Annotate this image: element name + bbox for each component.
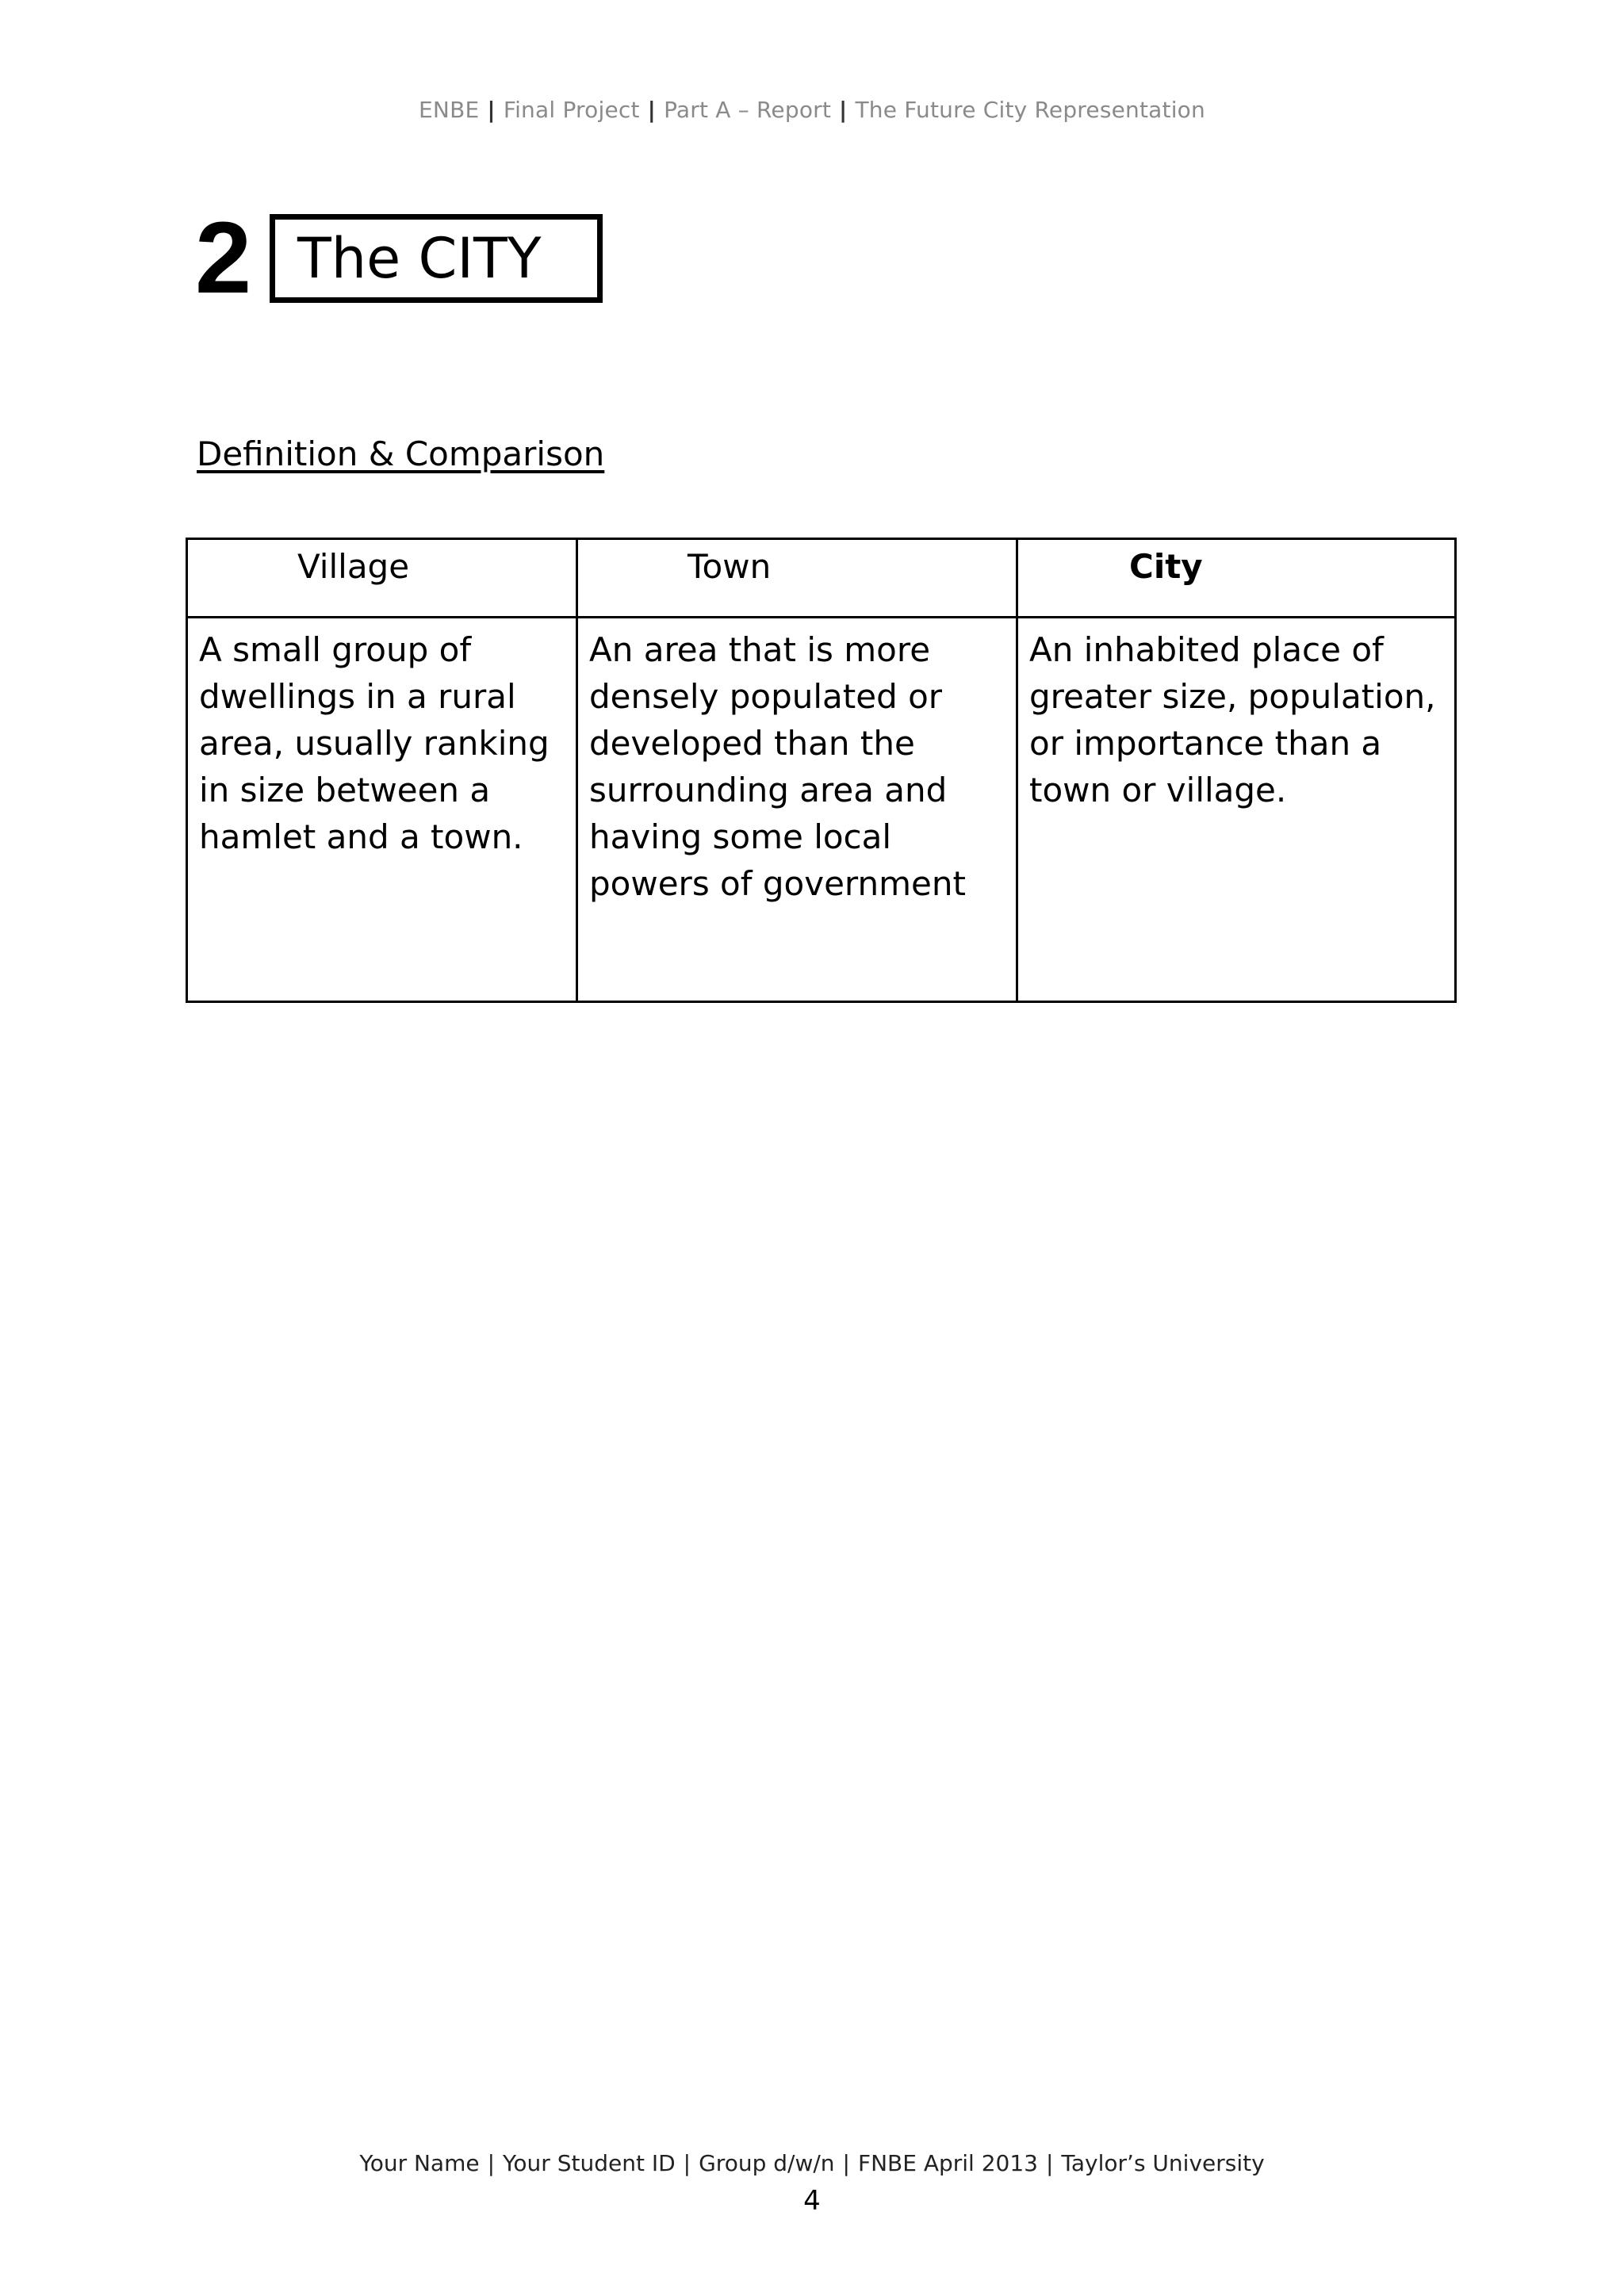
header-separator: | (487, 97, 496, 123)
header-course: ENBE (419, 97, 480, 123)
page-number: 4 (803, 2185, 821, 2217)
table-row (187, 618, 1456, 1002)
subheading: Definition & Comparison (197, 434, 605, 473)
footer-university: Taylor’s University (1061, 2150, 1265, 2176)
table-header-row (187, 539, 1456, 618)
comparison-table (186, 538, 1457, 1003)
town-definition: An area that is more densely populated or developed than the surrounding area and having some local powers of government (577, 618, 1017, 1002)
header-separator: | (839, 97, 848, 123)
section-number: 2 (195, 201, 252, 315)
footer-group: Group d/w/n (699, 2150, 835, 2176)
footer-intake: FNBE April 2013 (857, 2150, 1038, 2176)
footer-separator: | (487, 2150, 496, 2176)
running-footer (0, 2150, 1624, 2176)
header-topic: The Future City Representation (855, 97, 1205, 123)
footer-student-id: Your Student ID (503, 2150, 676, 2176)
header-cell-village: Village (187, 539, 577, 618)
footer-separator: | (1045, 2150, 1054, 2176)
section-title-box (270, 214, 603, 303)
footer-name: Your Name (359, 2150, 480, 2176)
header-separator: | (647, 97, 657, 123)
header-cell-town: Town (577, 539, 1017, 618)
section-title: The CITY (297, 226, 542, 291)
header-part: Part A – Report (664, 97, 832, 123)
footer-separator: | (842, 2150, 850, 2176)
header-project: Final Project (503, 97, 640, 123)
running-header (0, 97, 1624, 123)
city-definition: An inhabited place of greater size, population, or importance than a town or village. (1017, 618, 1456, 1002)
footer-separator: | (683, 2150, 691, 2176)
header-cell-city: City (1017, 539, 1456, 618)
village-definition: A small group of dwellings in a rural area, usually ranking in size between a hamlet and a town. (187, 618, 577, 1002)
